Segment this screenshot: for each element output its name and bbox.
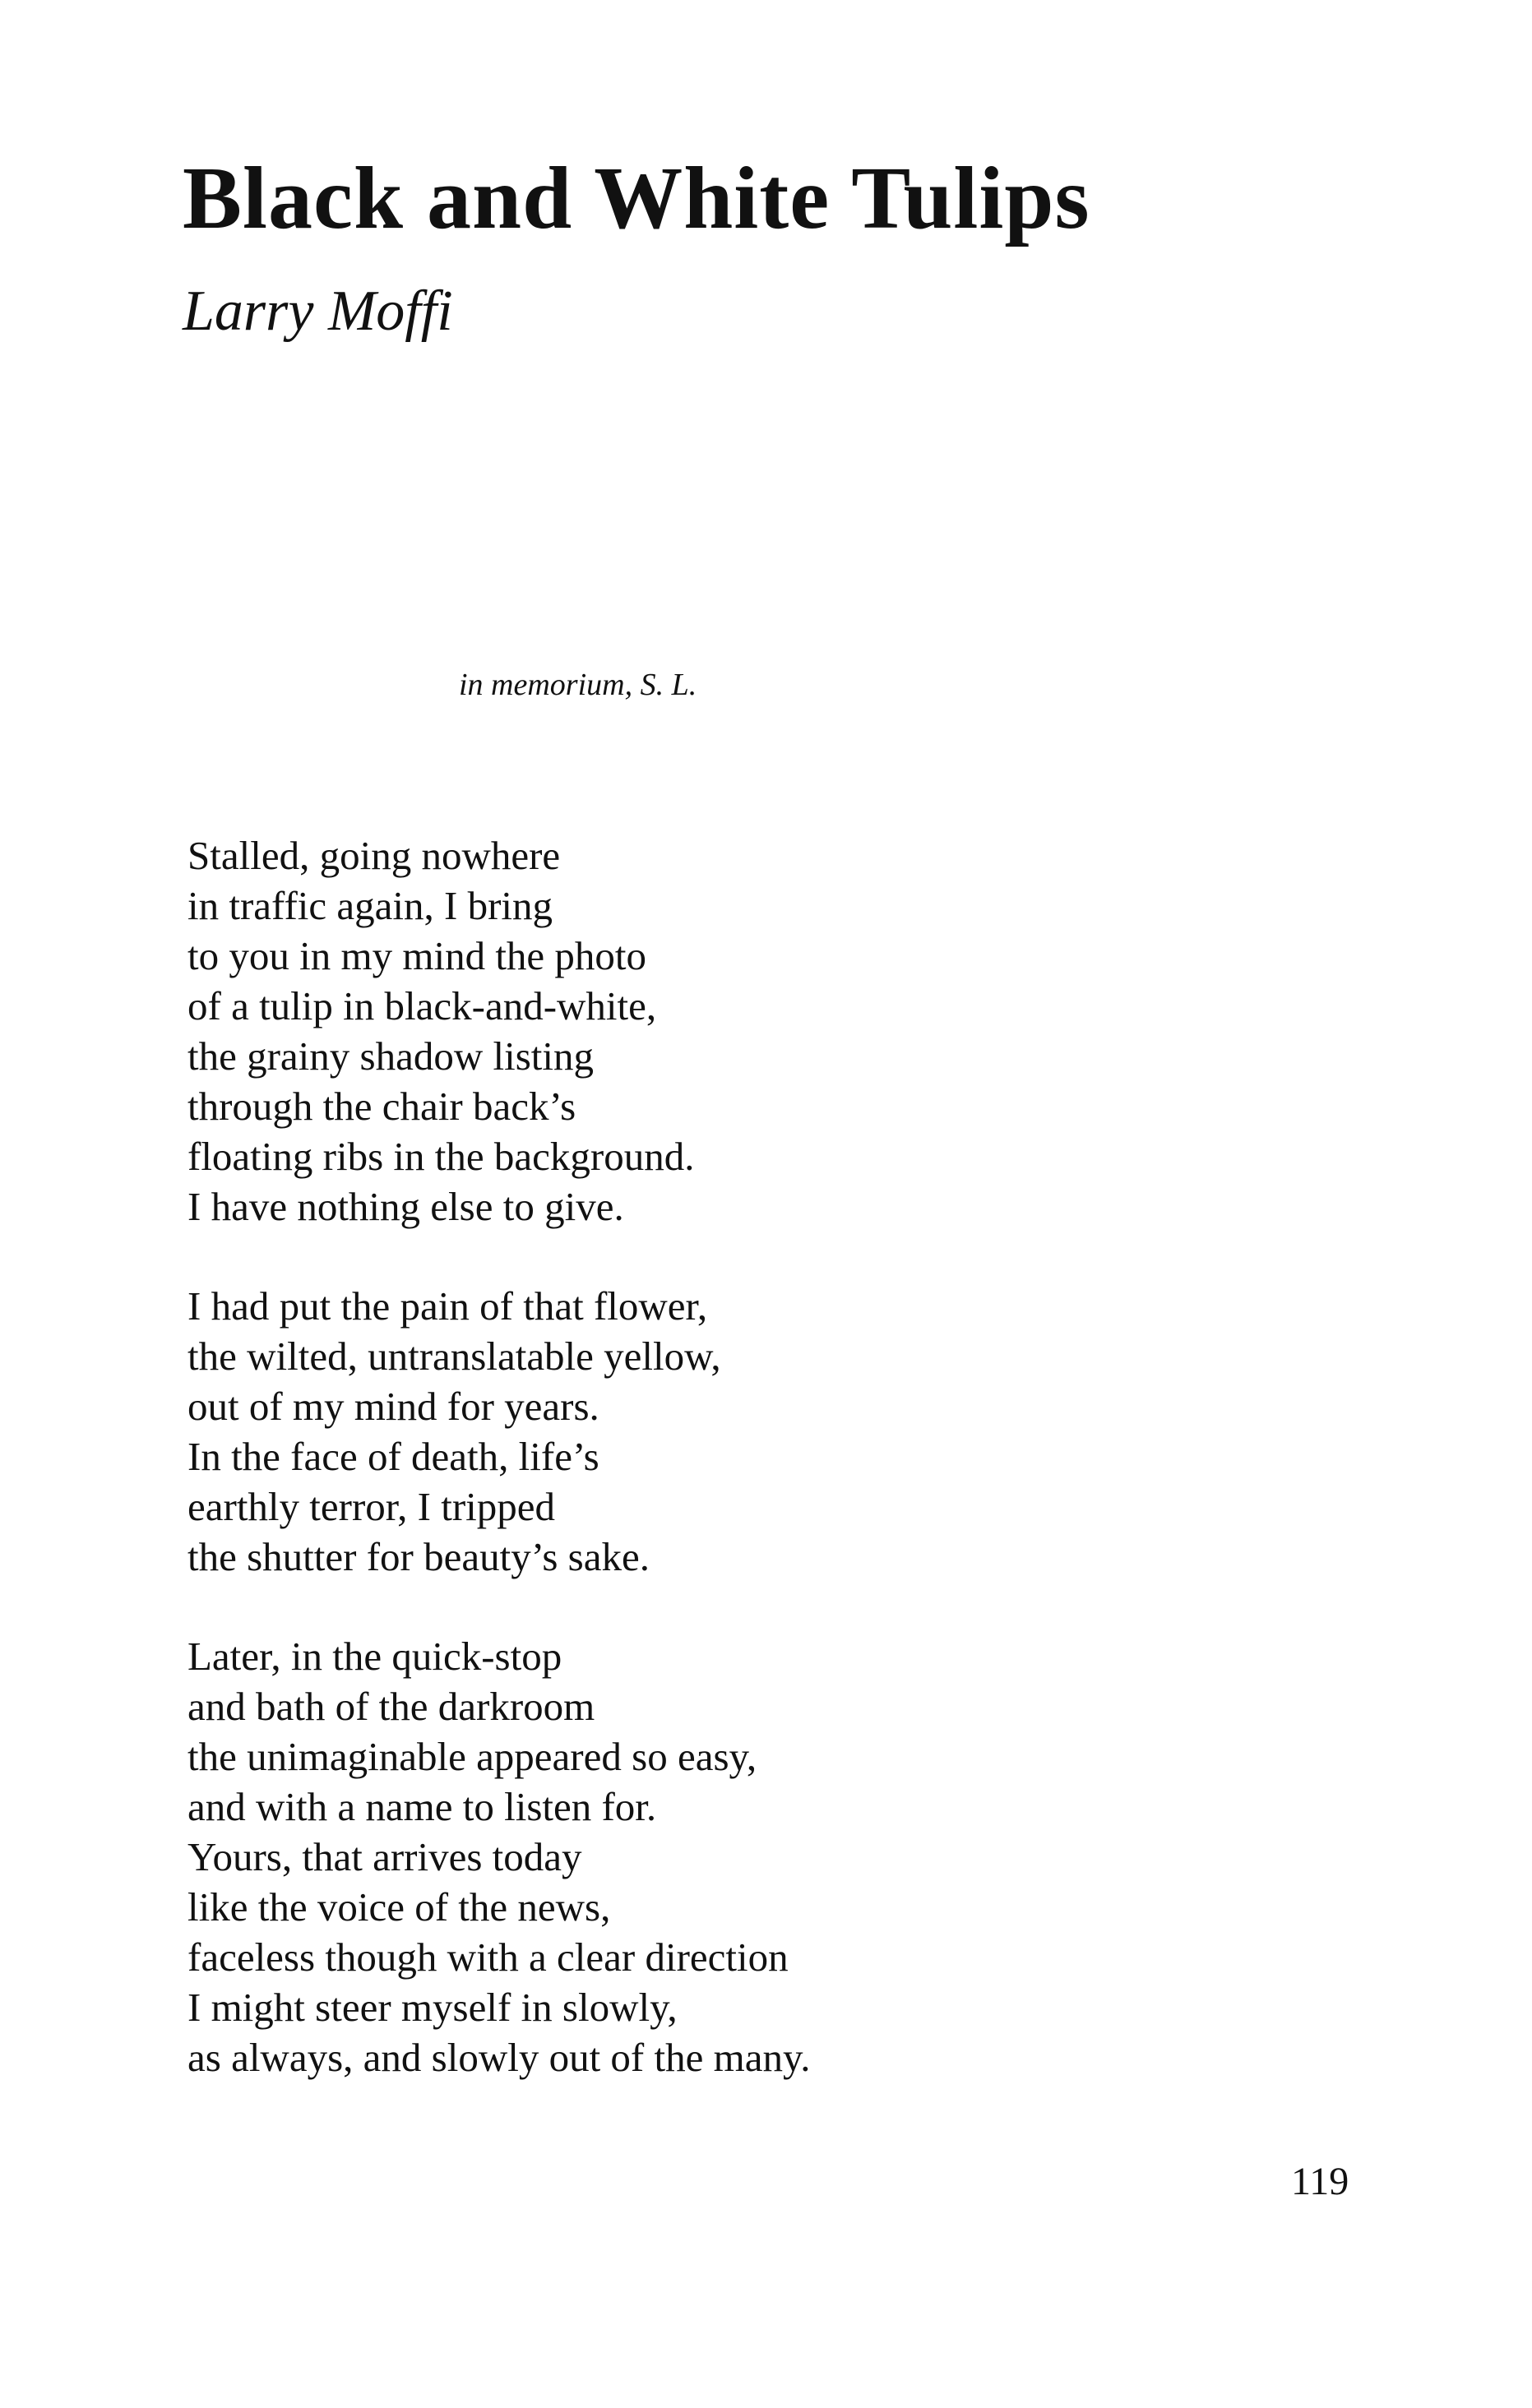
poem-line: Yours, that arrives today bbox=[187, 1834, 582, 1879]
poem-dedication: in memorium, S. L. bbox=[459, 668, 697, 702]
poem-line: like the voice of the news, bbox=[187, 1884, 611, 1930]
stanza-1 bbox=[187, 830, 1339, 1232]
poem-line: the grainy shadow listing bbox=[187, 1033, 595, 1079]
poem-line: Stalled, going nowhere bbox=[187, 833, 561, 878]
poem-line: In the face of death, life’s bbox=[187, 1434, 599, 1479]
stanza-3 bbox=[187, 1631, 1339, 2082]
poem-line: out of my mind for years. bbox=[187, 1384, 599, 1429]
stanza-2 bbox=[187, 1281, 1339, 1582]
poem-line: faceless though with a clear direction bbox=[187, 1934, 789, 1980]
poem-line: in traffic again, I bring bbox=[187, 883, 553, 928]
poem-title: Black and White Tulips bbox=[183, 150, 1090, 247]
poem-line: earthly terror, I tripped bbox=[187, 1484, 556, 1529]
poem-line: through the chair back’s bbox=[187, 1084, 576, 1129]
poem-body bbox=[187, 830, 1339, 2132]
poem-line: floating ribs in the background. bbox=[187, 1134, 695, 1179]
poem-line: and with a name to listen for. bbox=[187, 1784, 657, 1829]
poem-line: and bath of the darkroom bbox=[187, 1684, 595, 1729]
poem-line: the unimaginable appeared so easy, bbox=[187, 1734, 757, 1779]
poem-line: I might steer myself in slowly, bbox=[187, 1985, 678, 2030]
poem-line: I have nothing else to give. bbox=[187, 1184, 624, 1229]
poem-author: Larry Moffi bbox=[183, 280, 453, 343]
poem-line: Later, in the quick-stop bbox=[187, 1634, 562, 1679]
poem-line: the shutter for beauty’s sake. bbox=[187, 1534, 650, 1579]
poem-line: I had put the pain of that flower, bbox=[187, 1283, 708, 1329]
page-number: 119 bbox=[1291, 2160, 1349, 2203]
poem-line: to you in my mind the photo bbox=[187, 933, 647, 978]
poem-line: as always, and slowly out of the many. bbox=[187, 2035, 811, 2080]
poem-line: the wilted, untranslatable yellow, bbox=[187, 1333, 721, 1379]
poem-line: of a tulip in black-and-white, bbox=[187, 983, 657, 1028]
